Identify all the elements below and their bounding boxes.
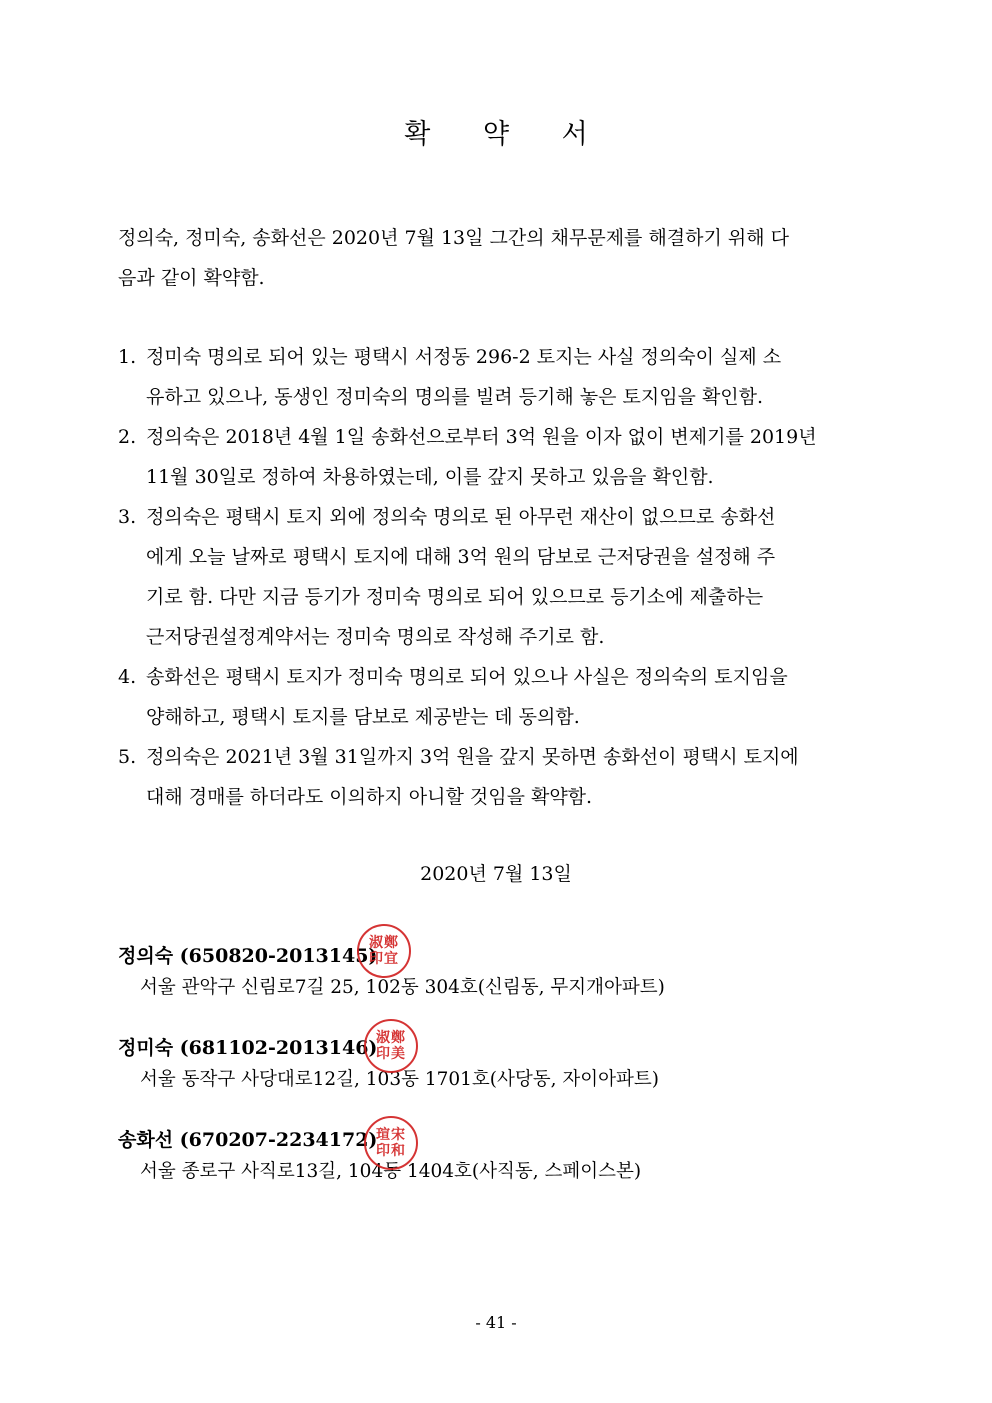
intro-line: 정의숙, 정미숙, 송화선은 2020년 7월 13일 그간의 채무문제를 해결하기 위해 다 bbox=[118, 227, 790, 249]
document-title: 확 약 서 bbox=[404, 119, 610, 150]
party-name: 송화선 (670207-2234172) bbox=[118, 1129, 378, 1151]
clause-line: 유하고 있으나, 동생인 정미숙의 명의를 빌려 등기해 놓은 토지임을 확인함. bbox=[146, 386, 764, 408]
seal-text: 淑鄭印美 bbox=[376, 1030, 406, 1062]
clause-item bbox=[118, 417, 878, 497]
intro-line: 음과 같이 확약함. bbox=[118, 267, 265, 289]
clause-line: 에게 오늘 날짜로 평택시 토지에 대해 3억 원의 담보로 근저당권을 설정해 주 bbox=[146, 546, 776, 568]
seal-stamp bbox=[357, 924, 411, 978]
clause-item bbox=[118, 337, 878, 417]
clause-line: 정의숙은 2021년 3월 31일까지 3억 원을 갚지 못하면 송화선이 평택시 토지에 bbox=[146, 746, 799, 768]
party-address: 서울 종로구 사직로13길, 104동 1404호(사직동, 스페이스본) bbox=[140, 1161, 642, 1182]
clause-number: 3. bbox=[118, 506, 137, 528]
party-block bbox=[118, 940, 818, 1004]
clause-line: 양해하고, 평택시 토지를 담보로 제공받는 데 동의함. bbox=[146, 706, 580, 728]
seal-stamp bbox=[364, 1116, 418, 1170]
seal-text: 瑄宋印和 bbox=[376, 1127, 406, 1159]
clause-line: 근저당권설정계약서는 정미숙 명의로 작성해 주기로 함. bbox=[146, 626, 605, 648]
clause-number: 2. bbox=[118, 426, 137, 448]
party-name: 정미숙 (681102-2013146) bbox=[118, 1037, 378, 1059]
signing-date: 2020년 7월 13일 bbox=[420, 863, 572, 885]
party-address: 서울 동작구 사당대로12길, 103동 1701호(사당동, 자이아파트) bbox=[140, 1069, 659, 1090]
party-name: 정의숙 (650820-2013145) bbox=[118, 945, 378, 967]
page-number: - 41 - bbox=[475, 1313, 517, 1332]
clause-line: 대해 경매를 하더라도 이의하지 아니할 것임을 확약함. bbox=[146, 786, 593, 808]
party-address: 서울 관악구 신림로7길 25, 102동 304호(신림동, 무지개아파트) bbox=[140, 977, 665, 998]
clause-number: 4. bbox=[118, 666, 137, 688]
party-block bbox=[118, 1032, 818, 1096]
clause-item bbox=[118, 737, 878, 817]
seal-stamp bbox=[364, 1019, 418, 1073]
clause-line: 11월 30일로 정하여 차용하였는데, 이를 갚지 못하고 있음을 확인함. bbox=[146, 466, 714, 488]
clause-line: 정의숙은 2018년 4월 1일 송화선으로부터 3억 원을 이자 없이 변제기를 2019년 bbox=[146, 426, 817, 448]
seal-text: 淑鄭印宜 bbox=[369, 935, 399, 967]
clause-list bbox=[118, 337, 878, 817]
clause-item bbox=[118, 657, 878, 737]
clause-line: 기로 함. 다만 지금 등기가 정미숙 명의로 되어 있으므로 등기소에 제출하는 bbox=[146, 586, 764, 608]
intro-paragraph bbox=[118, 218, 878, 298]
clause-number: 1. bbox=[118, 346, 137, 368]
clause-number: 5. bbox=[118, 746, 137, 768]
clause-line: 송화선은 평택시 토지가 정미숙 명의로 되어 있으나 사실은 정의숙의 토지임을 bbox=[146, 666, 788, 688]
clause-line: 정의숙은 평택시 토지 외에 정의숙 명의로 된 아무런 재산이 없으므로 송화선 bbox=[146, 506, 776, 528]
party-block bbox=[118, 1124, 818, 1188]
clause-line: 정미숙 명의로 되어 있는 평택시 서정동 296-2 토지는 사실 정의숙이 실제 소 bbox=[146, 346, 782, 368]
clause-item bbox=[118, 497, 878, 657]
